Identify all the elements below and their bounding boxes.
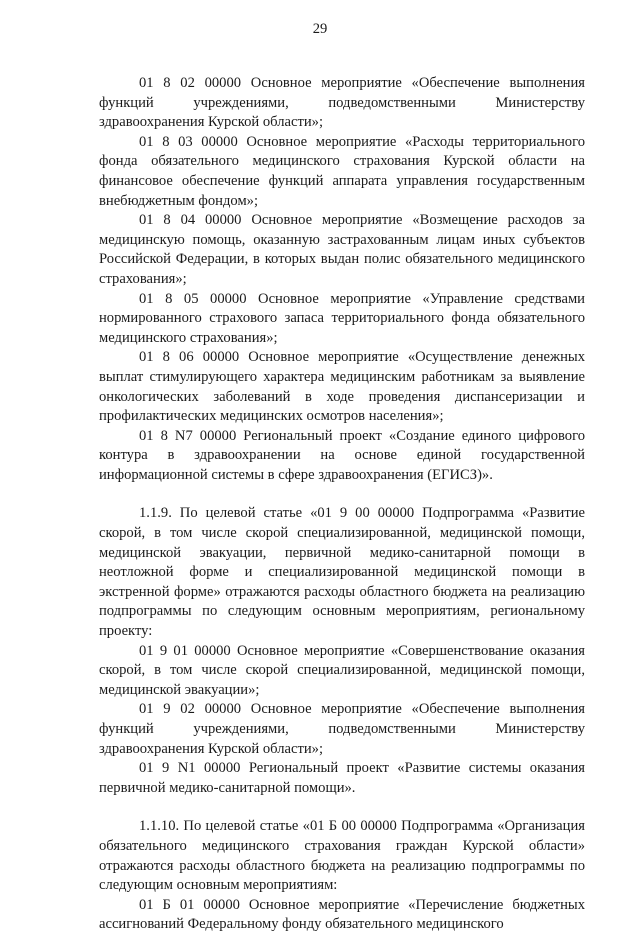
paragraph-01-8-02: 01 8 02 00000 Основное мероприятие «Обеспечение выполнения функций учреждениями, подведомственными Министерству здравоохранения Курской области»; — [99, 75, 585, 131]
section-1-1-9-intro: 1.1.9. По целевой статье «01 9 00 00000 Подпрограмма «Развитие скорой, в том числе скорой специализированной, медицинской помощи, медицинской эвакуации, первичной медико-санитарной помощи в неотложной форме и специализированной медицинской помощи в экстренной форме» отражаются расходы областного бюджета на реализацию подпрограммы по следующим основным мероприятиям, региональному проекту: — [99, 505, 585, 640]
document-body — [99, 74, 585, 935]
paragraph-01-8-04: 01 8 04 00000 Основное мероприятие «Возмещение расходов за медицинскую помощь, оказанную застрахованным лицам иных субъектов Российской Федерации, в которых выдан полис обязательного медицинского страхования»; — [99, 212, 585, 287]
paragraph-01-8-06: 01 8 06 00000 Основное мероприятие «Осуществление денежных выплат стимулирующего характера медицинским работникам за выявление онкологических заболеваний в ходе проведения диспансеризации и профилактических медицинских осмотров населения»; — [99, 349, 585, 425]
paragraph-01-b-01: 01 Б 01 00000 Основное мероприятие «Перечисление бюджетных ассигнований Федеральному фонду обязательного медицинского — [99, 896, 585, 933]
paragraph-01-8-05: 01 8 05 00000 Основное мероприятие «Управление средствами нормированного страхового запаса территориального фонда обязательного медицинского страхования»; — [99, 290, 585, 346]
paragraph-01-8-n7: 01 8 N7 00000 Региональный проект «Создание единого цифрового контура в здравоохранении на основе единой государственной информационной системы в сфере здравоохранения (ЕГИСЗ)». — [99, 427, 585, 483]
paragraph-01-9-02: 01 9 02 00000 Основное мероприятие «Обеспечение выполнения функций учреждениями, подведомственными Министерству здравоохранения Курской области»; — [99, 701, 585, 757]
section-1-1-10-intro: 1.1.10. По целевой статье «01 Б 00 00000 Подпрограмма «Организация обязательного медицинского страхования граждан Курской области» отражаются расходы областного бюджета на реализацию подпрограммы по следующим основным мероприятиям: — [99, 818, 585, 894]
paragraph-01-8-03: 01 8 03 00000 Основное мероприятие «Расходы территориального фонда обязательного медицинского страхования Курской области на финансовое обеспечение функций аппарата управления государственным внебюджетным фондом»; — [99, 133, 585, 209]
page-number: 29 — [312, 21, 328, 37]
paragraph-01-9-01: 01 9 01 00000 Основное мероприятие «Совершенствование оказания скорой, в том числе скорой специализированной, медицинской помощи, медицинской эвакуации»; — [99, 642, 585, 698]
paragraph-gap — [99, 798, 585, 817]
paragraph-gap — [99, 485, 585, 504]
paragraph-01-9-n1: 01 9 N1 00000 Региональный проект «Развитие системы оказания первичной медико-санитарной помощи». — [99, 760, 585, 796]
